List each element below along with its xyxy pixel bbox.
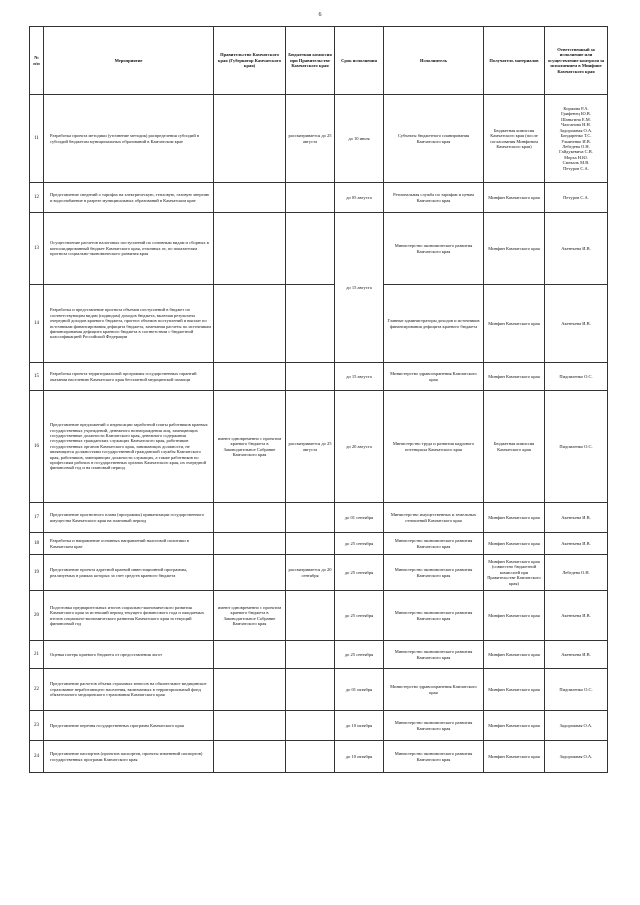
deadline-cell: до 10 октября <box>335 711 384 741</box>
recipient-cell: Минфин Камчатского края <box>484 183 545 213</box>
row-number: 16 <box>30 391 44 503</box>
activity-cell: Представление проекта адресной краевой инвестиционной программы, реализуемых в рамках которых за счет средств краевого бюджета <box>44 555 214 591</box>
table-row <box>30 641 608 669</box>
row-number: 18 <box>30 533 44 555</box>
table-row <box>30 591 608 641</box>
controller-name: Грифенец Ю.В. <box>561 111 591 117</box>
row-number: 22 <box>30 669 44 711</box>
header-deadline: Срок исполнения <box>335 27 384 95</box>
controller-cell: Петуров С.А. <box>545 183 608 213</box>
row-number: 19 <box>30 555 44 591</box>
executor-cell: Министерство экономического развития Камчатского края <box>384 711 484 741</box>
header-recipient: Получатель материалов <box>484 27 545 95</box>
budget-commission-cell <box>286 711 335 741</box>
table-row <box>30 95 608 183</box>
deadline-cell: до 15 августа <box>335 213 384 363</box>
recipient-cell: Бюджетная комиссия Камчатского края (после согласования Минфином Камчатского края) <box>484 95 545 183</box>
table-row <box>30 533 608 555</box>
budget-schedule-table <box>29 26 608 773</box>
controller-name: Лебедева О.Н. <box>562 143 590 149</box>
budget-commission-cell <box>286 285 335 363</box>
deadline-cell: до 10 июля <box>335 95 384 183</box>
activity-cell: Представление сведений о тарифах на электрическую, тепловую, газовую энергию и водоснабжение в разрезе муниципальных образований в Камчатском крае <box>44 183 214 213</box>
controller-cell: Акентьева И.В. <box>545 533 608 555</box>
budget-commission-cell: рассматривается до 25 августа <box>286 95 335 183</box>
controller-cell: Задорожная О.А. <box>545 711 608 741</box>
controller-name: Чалганова Н.Н. <box>561 122 591 128</box>
row-number: 11 <box>30 95 44 183</box>
executor-cell: Министерство экономического развития Камчатского края <box>384 591 484 641</box>
header-number: № п/п <box>30 27 44 95</box>
header-activity: Мероприятие <box>44 27 214 95</box>
table-row <box>30 363 608 391</box>
budget-commission-cell <box>286 533 335 555</box>
header-government: Правительство Камчатского края (Губернатор Камчатского края) <box>214 27 286 95</box>
activity-cell: Осуществление расчетов налоговых поступлений по основным видам и сборных в консолидированный бюджет Камчатского края, отличных от, по показателям прогноза социально-экономического развития края <box>44 213 214 285</box>
deadline-cell: до 01 октября <box>335 669 384 711</box>
controller-name: Задорожная О.А. <box>559 127 593 133</box>
executor-cell: Главные администраторы доходов и источников финансирования дефицита краевого бюджета <box>384 285 484 363</box>
row-number: 14 <box>30 285 44 363</box>
recipient-cell: Минфин Камчатского края (совместно бюджетной комиссией при Правительстве Камчатского края) <box>484 555 545 591</box>
activity-cell: Разработка проекта территориальной программы государственных гарантий оказания населению Камчатского края бесплатной медицинской помощи <box>44 363 214 391</box>
controller-name: Шаньгина Е.М. <box>561 116 591 122</box>
table-row <box>30 213 608 285</box>
recipient-cell: Минфин Камчатского края <box>484 741 545 773</box>
government-cell <box>214 641 286 669</box>
executor-cell: Министерство экономического развития Камчатского края <box>384 533 484 555</box>
activity-cell: Представление прогнозного плана (программы) приватизации государственного имущества Камчатского края на плановый период <box>44 503 214 533</box>
deadline-cell: до 25 сентября <box>335 533 384 555</box>
budget-commission-cell <box>286 591 335 641</box>
executor-cell: Министерство экономического развития Камчатского края <box>384 213 484 285</box>
header-executor: Исполнитель <box>384 27 484 95</box>
deadline-cell: до 25 сентября <box>335 591 384 641</box>
budget-commission-cell <box>286 213 335 285</box>
deadline-cell: до 25 сентября <box>335 555 384 591</box>
controller-cell: Акентьева И.В. <box>545 591 608 641</box>
row-number: 21 <box>30 641 44 669</box>
table-row <box>30 285 608 363</box>
controller-name: Гайдукевича С.В. <box>559 149 593 155</box>
row-number: 12 <box>30 183 44 213</box>
executor-cell: Министерство экономического развития Камчатского края <box>384 555 484 591</box>
header-controller: Ответственный за исполнение или осуществление контроля за исполнением в Минфине Камчатского края <box>545 27 608 95</box>
deadline-cell: до 10 октября <box>335 741 384 773</box>
recipient-cell: Минфин Камчатского края <box>484 591 545 641</box>
budget-commission-cell <box>286 641 335 669</box>
government-cell <box>214 669 286 711</box>
table-header-row <box>30 27 608 95</box>
budget-commission-cell <box>286 503 335 533</box>
executor-cell: Министерство труда и развития кадрового потенциала Камчатского края <box>384 391 484 503</box>
controller-cell: Лебедева О.Н. <box>545 555 608 591</box>
table-row <box>30 503 608 533</box>
header-budget-commission: Бюджетная комиссия при Правительстве Камчатского края <box>286 27 335 95</box>
controller-cell: Задорожная О.А. <box>545 741 608 773</box>
table-row <box>30 741 608 773</box>
deadline-cell: до 20 августа <box>335 391 384 503</box>
row-number: 24 <box>30 741 44 773</box>
page-number: 6 <box>318 12 322 18</box>
controller-name: Петуров С.А. <box>563 165 589 171</box>
controller-name: Коржова Р.А. <box>563 106 589 112</box>
controller-cell: Акентьева И.В. <box>545 641 608 669</box>
activity-cell: Представление паспортов (проектов паспортов, проекты изменений паспортов) государственных программ Камчатского края <box>44 741 214 773</box>
activity-cell: Представление перечня государственных программ Камчатского края <box>44 711 214 741</box>
recipient-cell: Минфин Камчатского края <box>484 711 545 741</box>
deadline-cell: до 25 сентября <box>335 641 384 669</box>
table-row <box>30 669 608 711</box>
executor-cell: Министерство экономического развития Камчатского края <box>384 641 484 669</box>
government-cell <box>214 285 286 363</box>
activity-cell: Разработка и представление прогноза объемов поступлений в бюджет по соответствующим видам (подвидам) доходов бюджета, включая результаты очередной доходов краевого бюджета, прогноз объемов поступлений и выплат по источникам финансирования дефицита бюджета, замечания расчеты по источникам финансирования дефицита краевого бюджета в соответствии с бюджетной классификацией Российской Федерации <box>44 285 214 363</box>
activity-cell: Разработка проекта методики (уточнение методик) распределения субсидий в субсидий бюджетам муниципальных образований в Камчатском крае <box>44 95 214 183</box>
controller-cell: Акентьева И.В. <box>545 285 608 363</box>
budget-commission-cell <box>286 741 335 773</box>
budget-commission-cell <box>286 183 335 213</box>
budget-commission-cell <box>286 363 335 391</box>
controller-cell <box>545 95 608 183</box>
government-cell <box>214 213 286 285</box>
controller-cell: Пидпиленко О.С. <box>545 669 608 711</box>
table-row <box>30 555 608 591</box>
government-cell: имеют одновременно с проектом краевого бюджета в Законодательное Собрание Камчатского края <box>214 591 286 641</box>
recipient-cell: Минфин Камчатского края <box>484 213 545 285</box>
deadline-cell: до 01 сентября <box>335 503 384 533</box>
row-number: 23 <box>30 711 44 741</box>
executor-cell: Министерство имущественных и земельных отношений Камчатского края <box>384 503 484 533</box>
activity-cell: Представление расчетов объема страховых взносов на обязательное медицинское страхование неработающего населения, включаемых в территориальный фонд обязательного медицинского страхования Камчатского края <box>44 669 214 711</box>
deadline-cell: до 05 августа <box>335 183 384 213</box>
row-number: 17 <box>30 503 44 533</box>
controller-name: Морха Н.Ю. <box>564 154 588 160</box>
executor-cell: Региональная служба по тарифам и ценам Камчатского края <box>384 183 484 213</box>
controller-cell: Акентьева И.В. <box>545 213 608 285</box>
table-row <box>30 183 608 213</box>
government-cell <box>214 533 286 555</box>
recipient-cell: Минфин Камчатского края <box>484 669 545 711</box>
recipient-cell: Минфин Камчатского края <box>484 641 545 669</box>
controller-cell: Пидпиленко О.С. <box>545 391 608 503</box>
government-cell <box>214 503 286 533</box>
controller-cell: Акентьева И.В. <box>545 503 608 533</box>
recipient-cell: Минфин Камчатского края <box>484 503 545 533</box>
recipient-cell: Минфин Камчатского края <box>484 533 545 555</box>
recipient-cell: Минфин Камчатского края <box>484 363 545 391</box>
deadline-cell: до 15 августа <box>335 363 384 391</box>
row-number: 20 <box>30 591 44 641</box>
activity-cell: Оценка потерь краевого бюджета от предоставления льгот <box>44 641 214 669</box>
activity-cell: Представление предложений о индексации заработной платы работников краевых государственных учреждений, денежного вознаграждения лиц, замещающих государственные должности Камчатского края, денежного содержания государственных гражданских служащих Камчатского края, работников государственных органов Камчатского края, занимающих должности, не являющиеся должностями государственной гражданской службы Камчатского края, работников, замещающих должности служащих, а также работников по профессиям рабочих в государственных органах Камчатского края, их очередной финансовый год и на плановый период <box>44 391 214 503</box>
table-row <box>30 391 608 503</box>
budget-commission-cell: рассматривается до 25 августа <box>286 391 335 503</box>
controller-cell: Пидпиленко О.С. <box>545 363 608 391</box>
controller-name: Ульяненко И.В. <box>561 138 591 144</box>
government-cell <box>214 95 286 183</box>
table-row <box>30 711 608 741</box>
executor-cell: Министерство экономического развития Камчатского края <box>384 741 484 773</box>
executor-cell: Министерство здравоохранения Камчатского края <box>384 363 484 391</box>
budget-commission-cell: рассматривается до 20 сентября <box>286 555 335 591</box>
government-cell <box>214 711 286 741</box>
row-number: 13 <box>30 213 44 285</box>
government-cell: имеют одновременно с проектом краевого бюджета в Законодательное Собрание Камчатского края <box>214 391 286 503</box>
activity-cell: Разработка и направление основных направлений налоговой политики в Камчатском крае <box>44 533 214 555</box>
recipient-cell: Минфин Камчатского края <box>484 285 545 363</box>
controller-name: Смекаль М.В. <box>562 160 590 166</box>
government-cell <box>214 183 286 213</box>
activity-cell: Подготовка предварительных итогов социально-экономического развития Камчатского края за истекший период текущего финансового года и ожидаемых итогов социально-экономического развития Камчатского края за текущий финансовый год <box>44 591 214 641</box>
government-cell <box>214 741 286 773</box>
row-number: 15 <box>30 363 44 391</box>
executor-cell: Министерство здравоохранения Камчатского края <box>384 669 484 711</box>
controller-name: Бондаренко Т.С. <box>560 133 592 139</box>
government-cell <box>214 555 286 591</box>
recipient-cell: Бюджетная комиссия Камчатского края <box>484 391 545 503</box>
budget-commission-cell <box>286 669 335 711</box>
government-cell <box>214 363 286 391</box>
executor-cell: Субъекты бюджетного планирования Камчатского края <box>384 95 484 183</box>
